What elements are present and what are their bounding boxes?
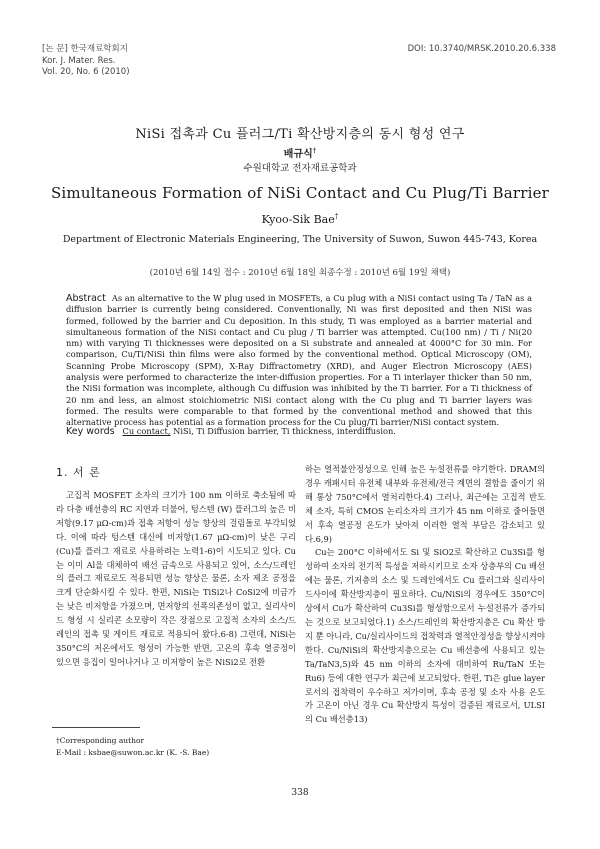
english-author-mark: † bbox=[334, 211, 339, 221]
body-paragraph: 고집적 MOSFET 소자의 크기가 100 nm 이하로 축소됨에 따라 다층 배선층의 RC 지연과 더불어, 텅스텐 (W) 플러그의 높은 비저항(9.17 μΩ-cm)과 접촉 저항이 성능 향상의 걸림돌로 부각되었다. 이에 따라 텅스텐 대신에 비저항(1.67 μΩ-cm)이 낮은 구리 (Cu)를 플러그 재료로 사용하려는 노력1-6)이 시도되고 있다. Cu는 이미 Al을 대체하여 배선 금속으로 사용되고 있어, 소스/드레인의 플러그 재료로도 적용되면 성능 향상은 물론, 소자 제조 공정을 크게 단순화시킬 수 있다. 한편, NiSi는 TiSi2나 CoSi2에 비금가는 낮은 비저항을 가졌으며, 면저항의 선폭의존성이 없고, 실리사이드 형성 시 실리콘 소모량이 작은 장점으로 고집적 소자의 소스/드레인의 접촉 및 게이트 재료로 적용되어 왔다.6-8) 그런데, NiSi는 350°C의 저온에서도 형성이 가능한 반면, 고온의 후속 열공정이 있으면 응집이 일어나거나 고 비저항이 높은 NiSi2로 전환 bbox=[56, 490, 296, 667]
journal-meta bbox=[42, 44, 130, 79]
journal-volume: Vol. 20, No. 6 (2010) bbox=[42, 67, 130, 77]
body-paragraph: Cu는 200°C 이하에서도 Si 및 SiO2로 확산하고 Cu3Si를 형성하여 소자의 전기적 특성을 저하시키므로 소자 상층부의 Cu 배선에는 물론, 기저층의 소스 및 드레인에서도 Cu 플러그와 실리사이드사이에 확산방지층이 필요하다. Cu/NiSi의 경우에도 350°C이상에서 Cu가 확산하여 Cu3Si를 형성함으로서 누설전류가 증가되는 것으로 보고되었다.1) 소스/드레인의 확산방지층은 Cu 확산 방지 뿐 아니라, Cu/실리사이드의 접착력과 열적안정성을 향상시켜야 한다. Cu/NiSi의 확산방지층으로는 Cu 배선층에 사용되고 있는 Ta/TaN3,5)와 45 nm 이하의 소자에 대비하여 Ru/TaN 또는 Ru6) 등에 대한 연구가 최근에 보고되었다. 한편, Ti은 glue layer로서의 접착력이 우수하고 저가이며, 후속 공정 및 소자 사용 온도가 고온이 아닌 경우 Cu 확산방지 특성이 검증된 재료로서, ULSI의 Cu 배선층13) bbox=[305, 547, 545, 725]
body-paragraph: 하는 열적불안정성으로 인해 높은 누설전류를 야기한다. DRAM의 경우 캐패시터 유전체 내부와 유전체/전극 계면의 결함을 줄이기 위해 통상 750°C에서 열처리한다.4) 그러나, 최근에는 고집적 반도체 소자, 특히 CMOS 논리소자의 크기가 45 nm 이하로 줄어들면서 후속 열공정 온도가 낮아져 이러한 열적 부담은 감소되고 있다.6,9) bbox=[305, 464, 545, 544]
keywords-rest: NiSi, Ti Diffusion barrier, Ti thickness, interdiffusion. bbox=[170, 426, 396, 436]
body-column-right bbox=[305, 463, 545, 727]
author-email: E-Mail : ksbae@suwon.ac.kr (K. -S. Bae) bbox=[56, 747, 210, 757]
corresponding-author-note: †Corresponding author bbox=[56, 736, 145, 745]
journal-name-english: Kor. J. Mater. Res. bbox=[42, 55, 116, 66]
english-author bbox=[0, 213, 600, 226]
english-affiliation: Department of Electronic Materials Engineering, The University of Suwon, Suwon 445-743, Korea bbox=[62, 234, 538, 245]
korean-author-name: 배규식 bbox=[283, 149, 313, 160]
korean-author bbox=[0, 145, 600, 160]
keyword-first: Cu contact, bbox=[122, 426, 171, 436]
english-author-name: Kyoo-Sik Bae bbox=[261, 213, 335, 226]
keywords bbox=[66, 426, 532, 437]
doi: DOI: 10.3740/MRSK.2010.20.6.338 bbox=[407, 44, 556, 54]
abstract-heading: Abstract bbox=[66, 293, 106, 304]
abstract bbox=[66, 293, 532, 429]
section-heading bbox=[56, 466, 296, 480]
section-number: 1. bbox=[56, 466, 69, 479]
korean-title: NiSi 접촉과 Cu 플러그/Ti 확산방지층의 동시 형성 연구 bbox=[135, 127, 465, 142]
abstract-text: As an alternative to the W plug used in MOSFETs, a Cu plug with a NiSi contact using Ta / TaN as a diffusion barrier is currently being considered. Conventionally, Ni was first deposited and then NiSi was formed, followed by the barrier and Cu deposition. In this study, Ti was employed as a barrier material and simultaneous formation of the NiSi contact and Cu plug / Ti barrier was attempted. Cu(100 nm) / Ti / Ni(20 nm) with varying Ti thicknesses were deposited on a Si substrate and annealed at 4000°C for 30 min. For comparison, Cu/Ti/NiSi thin films were also formed by the conventional method. Optical Microscopy (OM), Scanning Probe Microscopy (SPM), X-Ray Diffractometry (XRD), and Auger Electron Microscopy (AES) analysis were performed to characterize the inter-diffusion properties. For a Ti interlayer thicker than 50 nm, the NiSi formation was incomplete, although Cu diffusion was inhibited by the Ti barrier. For a Ti thickness of 20 nm and less, an almost stoichiometric NiSi contact along with the Cu plug and Ti barrier layers was formed. The results were comparable to that formed by the conventional method and showed that this alternative process has potential as a formation process for the Cu plug/Ti barrier/NiSi contact system. bbox=[66, 293, 532, 428]
submission-dates: (2010년 6월 14일 접수 : 2010년 6월 18일 최종수정 : 2010년 6월 19일 채택) bbox=[149, 268, 451, 278]
section-title: 서 론 bbox=[73, 466, 101, 479]
footnote bbox=[56, 735, 296, 758]
keywords-heading: Key words bbox=[66, 426, 115, 437]
korean-affiliation: 수원대학교 전자재료공학과 bbox=[243, 163, 357, 174]
korean-author-mark: † bbox=[312, 146, 317, 155]
page-number: 338 bbox=[291, 788, 309, 798]
footnote-divider bbox=[52, 727, 140, 728]
journal-name-korean: [논 문] 한국재료학회지 bbox=[42, 44, 128, 54]
english-title: Simultaneous Formation of NiSi Contact and Cu Plug/Ti Barrier bbox=[50, 184, 550, 202]
body-column-left bbox=[56, 466, 296, 670]
